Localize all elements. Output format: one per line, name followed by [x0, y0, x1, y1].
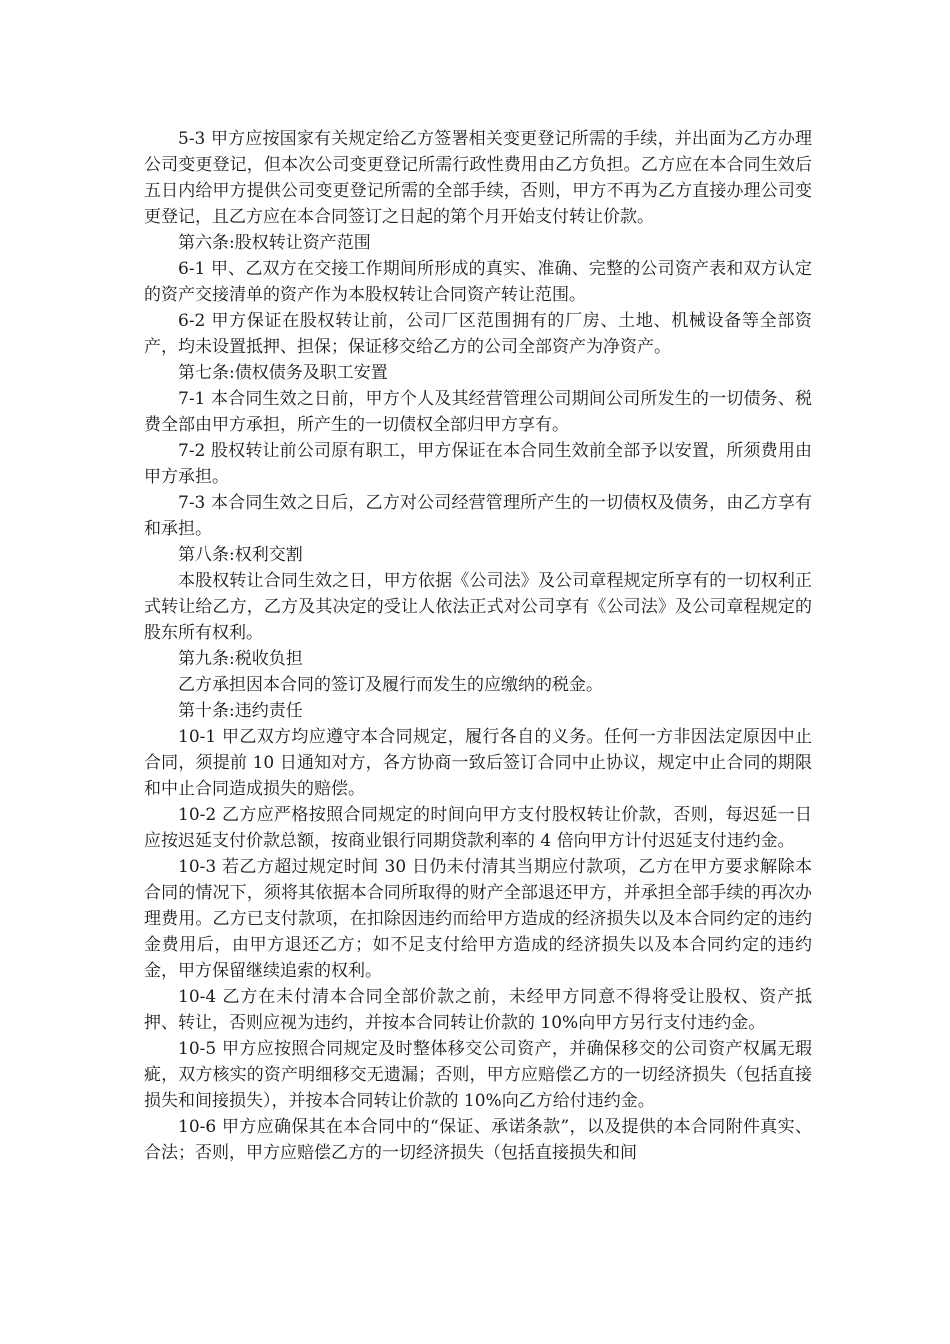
heading-article-8: 第八条:权利交割	[178, 545, 303, 565]
paragraph-5-3: 5-3 甲方应按国家有关规定给乙方签署相关变更登记所需的手续，并出面为乙方办理公司变更登记，但本次公司变更登记所需行政性费用由乙方负担。乙方应在本合同生效后五日内给甲方提供公司变更登记所需的全部手续，否则，甲方不再为乙方直接办理公司变更登记，且乙方应在本合同签订之日起的第个月开始支付转让价款。	[144, 129, 812, 227]
heading-article-6: 第六条:股权转让资产范围	[178, 233, 371, 253]
heading-article-7: 第七条:债权债务及职工安置	[178, 363, 388, 383]
paragraph-7-3: 7-3 本合同生效之日后，乙方对公司经营管理所产生的一切债权及债务，由乙方享有和承担。	[144, 493, 812, 539]
paragraph-10-6: 10-6 甲方应确保其在本合同中的“保证、承诺条款”，以及提供的本合同附件真实、合法；否则，甲方应赔偿乙方的一切经济损失（包括直接损失和间	[144, 1117, 812, 1163]
paragraph-9: 乙方承担因本合同的签订及履行而发生的应缴纳的税金。	[178, 675, 603, 695]
paragraph-10-3: 10-3 若乙方超过规定时间 30 日仍未付清其当期应付款项，乙方在甲方要求解除本合同的情况下，须将其依据本合同所取得的财产全部退还甲方，并承担全部手续的再次办理费用。乙方已支付款项，在扣除因违约而给甲方造成的经济损失以及本合同约定的违约金费用后，由甲方退还乙方；如不足支付给甲方造成的经济损失以及本合同约定的违约金，甲方保留继续追索的权利。	[144, 857, 812, 981]
paragraph-8: 本股权转让合同生效之日，甲方依据《公司法》及公司章程规定所享有的一切权利正式转让给乙方，乙方及其决定的受让人依法正式对公司享有《公司法》及公司章程规定的股东所有权利。	[144, 571, 812, 643]
paragraph-6-2: 6-2 甲方保证在股权转让前，公司厂区范围拥有的厂房、土地、机械设备等全部资产，均未设置抵押、担保；保证移交给乙方的公司全部资产为净资产。	[144, 311, 812, 357]
paragraph-10-4: 10-4 乙方在未付清本合同全部价款之前，未经甲方同意不得将受让股权、资产抵押、转让，否则应视为违约，并按本合同转让价款的 10%向甲方另行支付违约金。	[144, 987, 812, 1033]
paragraph-10-2: 10-2 乙方应严格按照合同规定的时间向甲方支付股权转让价款，否则，每迟延一日应按迟延支付价款总额，按商业银行同期贷款利率的 4 倍向甲方计付迟延支付违约金。	[144, 805, 812, 851]
heading-article-10: 第十条:违约责任	[178, 701, 303, 721]
paragraph-6-1: 6-1 甲、乙双方在交接工作期间所形成的真实、准确、完整的公司资产表和双方认定的资产交接清单的资产作为本股权转让合同资产转让范围。	[144, 259, 812, 305]
document-body	[144, 126, 812, 1166]
paragraph-7-1: 7-1 本合同生效之日前，甲方个人及其经营管理公司期间公司所发生的一切债务、税费全部由甲方承担，所产生的一切债权全部归甲方享有。	[144, 389, 812, 435]
paragraph-10-1: 10-1 甲乙双方均应遵守本合同规定，履行各自的义务。任何一方非因法定原因中止合同，须提前 10 日通知对方，各方协商一致后签订合同中止协议，规定中止合同的期限和中止合同造成损失的赔偿。	[144, 727, 812, 799]
paragraph-7-2: 7-2 股权转让前公司原有职工，甲方保证在本合同生效前全部予以安置，所须费用由甲方承担。	[144, 441, 812, 487]
heading-article-9: 第九条:税收负担	[178, 649, 303, 669]
paragraph-10-5: 10-5 甲方应按照合同规定及时整体移交公司资产，并确保移交的公司资产权属无瑕疵，双方核实的资产明细移交无遗漏；否则，甲方应赔偿乙方的一切经济损失（包括直接损失和间接损失），并按本合同转让价款的 10%向乙方给付违约金。	[144, 1039, 812, 1111]
